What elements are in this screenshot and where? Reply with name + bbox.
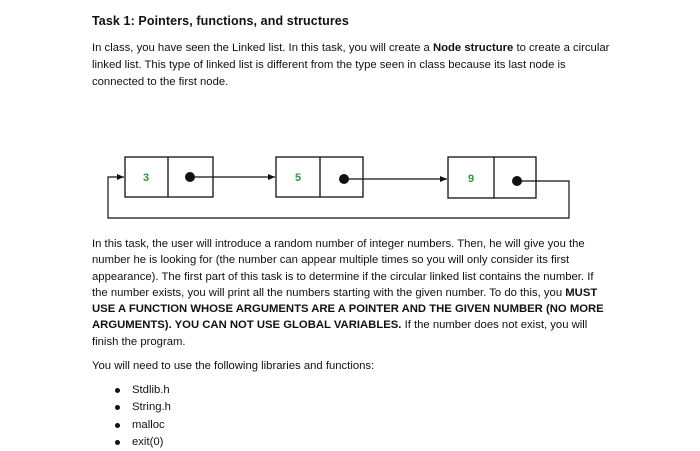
node-3-box — [448, 157, 536, 198]
description-text-2: If the number does not exist, you will finish the program. — [92, 319, 588, 348]
node-3-value: 9 — [467, 173, 475, 185]
node-3 — [448, 157, 536, 198]
libraries-list — [112, 382, 171, 451]
list-item: Stdlib.h — [112, 382, 171, 399]
libraries-intro: You will need to use the following libraries and functions: — [92, 360, 375, 372]
node-2-value: 5 — [294, 172, 302, 184]
task-title: Task 1: Pointers, functions, and structures — [92, 14, 349, 28]
intro-text-1: In class, you have seen the Linked list. In this task, you will create a — [92, 42, 433, 54]
description-bold-requirement: MUST USE A FUNCTION WHOSE ARGUMENTS ARE A POINTER AND THE GIVEN NUMBER (NO MORE ARGUMENTS). YOU CAN NOT USE GLOBAL VARIABLES. — [92, 286, 604, 332]
list-item: String.h — [112, 399, 171, 416]
description-text-1: In this task, the user will introduce a random number of integer numbers. Then, he will give you the number he is looking for (the number can appear multiple times so you will only consider its first appearance). The first part of this task is to determine if the circular linked list contains the number. If the number exists, you will print all the numbers starting with the given number. To do this, you — [92, 238, 594, 299]
intro-text-2: to create a circular linked list. This type of linked list is different from the type seen in class because its last node is connected to the first node. — [92, 42, 610, 88]
task-description-paragraph — [92, 236, 612, 350]
intro-bold-node-structure: Node structure — [432, 42, 514, 54]
list-item: exit(0) — [112, 434, 171, 451]
node-1-value: 3 — [142, 172, 150, 184]
node-2 — [276, 157, 363, 197]
list-item: malloc — [112, 417, 171, 434]
